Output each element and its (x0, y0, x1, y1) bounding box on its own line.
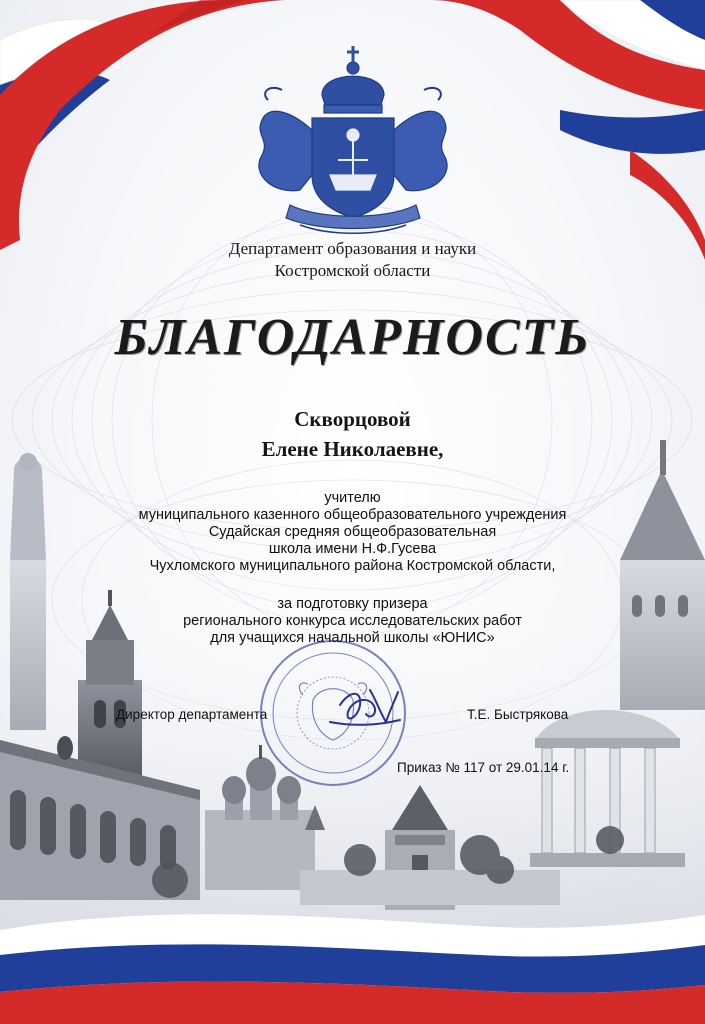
position-line: Судайская средняя общеобразовательная (208, 524, 497, 540)
department-line-1: Департамент образования и науки (228, 239, 477, 258)
signatory-role: Директор департамента (116, 707, 268, 722)
issuer-department (0, 238, 705, 282)
document-title: БЛАГОДАРНОСТЬ (114, 309, 591, 366)
kostroma-coat-of-arms-icon (259, 46, 447, 233)
reason-line: регионального конкурса исследовательских работ (183, 613, 522, 629)
flag-ribbon-top-right (430, 0, 705, 260)
recipient-name (0, 404, 705, 464)
flag-ribbon-top-left (0, 0, 285, 250)
position-line: Чухломского муниципального района Костромской области, (149, 558, 556, 574)
tower-right (620, 440, 705, 710)
department-line-2: Костромской области (274, 261, 431, 280)
order-reference: Приказ № 117 от 29.01.14 г. (397, 760, 570, 775)
award-reason (0, 596, 705, 647)
recipient-surname: Скворцовой (294, 407, 411, 431)
position-line: школа имени Н.Ф.Гусева (268, 541, 437, 557)
reason-line: для учащихся начальной школы «ЮНИС» (210, 630, 495, 646)
position-line: учителю (324, 490, 381, 506)
signatory-name: Т.Е. Быстрякова (467, 707, 569, 722)
recipient-given-names: Елене Николаевне, (261, 437, 444, 461)
position-line: муниципального казенного общеобразовательного учреждения (138, 507, 567, 523)
recipient-position (0, 490, 705, 575)
flag-ribbon-bottom (0, 914, 705, 1024)
reason-line: за подготовку призера (277, 596, 428, 612)
